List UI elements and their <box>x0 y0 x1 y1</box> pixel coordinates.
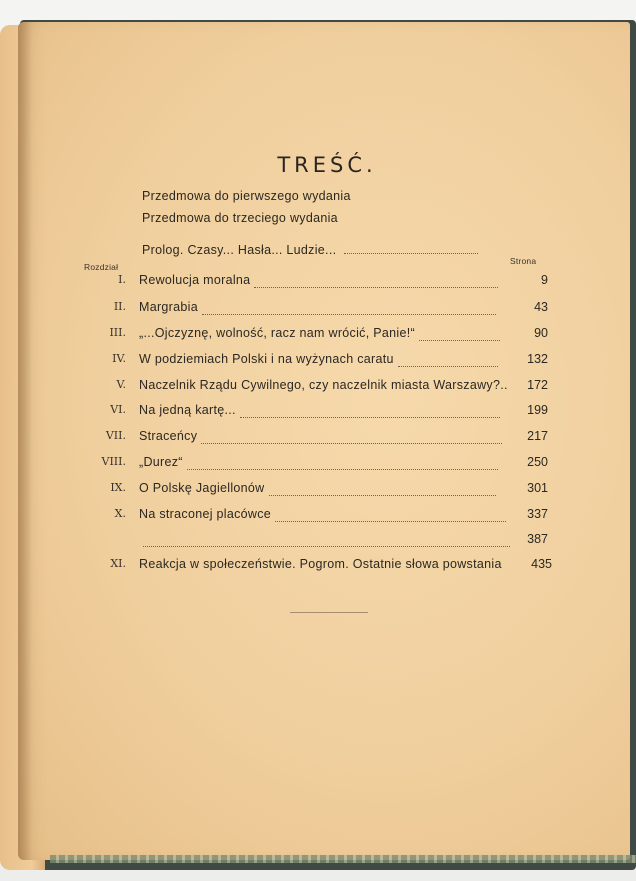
leader-dots <box>202 300 496 315</box>
leader-dots <box>398 352 498 367</box>
page-title: TREŚĆ. <box>277 153 377 177</box>
chapter-page-number: 132 <box>527 352 548 366</box>
chapter-title: W podziemiach Polski i na wyżynach caratu <box>139 352 394 366</box>
chapter-page-number: 43 <box>534 300 548 314</box>
toc-row <box>86 429 548 447</box>
chapter-title: Na jedną kartę... <box>139 403 236 417</box>
toc-row <box>86 532 548 550</box>
chapter-page-number: 199 <box>527 403 548 417</box>
chapter-page-number: 387 <box>527 532 548 546</box>
leader-dots <box>240 403 500 418</box>
chapter-page-number: 435 <box>531 557 552 571</box>
chapter-number: V. <box>116 378 126 391</box>
toc-row <box>86 455 548 473</box>
page-gutter-shadow <box>18 22 32 860</box>
chapter-number: X. <box>114 507 126 520</box>
chapter-title: Margrabia <box>139 300 198 314</box>
chapter-number: VI. <box>110 403 126 416</box>
preface-third-edition: Przedmowa do trzeciego wydania <box>142 211 338 225</box>
toc-row <box>86 352 548 370</box>
chapter-page-number: 337 <box>527 507 548 521</box>
toc-row <box>86 403 548 421</box>
chapter-column-label: Rozdział <box>84 262 119 272</box>
chapter-title: O Polskę Jagiellonów <box>139 481 265 495</box>
prolog-title: Prolog. Czasy... Hasła... Ludzie... <box>142 243 337 257</box>
closing-rule <box>290 612 368 613</box>
toc-row <box>86 326 548 344</box>
chapter-title: „...Ojczyznę, wolność, racz nam wrócić, Panie!“ <box>139 326 415 340</box>
chapter-title: Rewolucja moralna <box>139 273 251 287</box>
toc-row <box>86 273 548 291</box>
chapter-page-number: 172 <box>527 378 548 392</box>
chapter-number: III. <box>109 326 126 339</box>
cover-bottom-edge <box>50 855 636 863</box>
chapter-page-number: 250 <box>527 455 548 469</box>
page-column-label: Strona <box>510 256 537 266</box>
chapter-number: VII. <box>105 429 126 442</box>
leader-dots <box>275 507 506 522</box>
chapter-title: Na straconej placówce <box>139 507 272 521</box>
toc-row <box>86 300 548 318</box>
chapter-title: Reakcja w społeczeństwie. Pogrom. Ostatnie słowa powstania <box>139 557 502 571</box>
toc-row <box>86 378 548 396</box>
chapter-page-number: 217 <box>527 429 548 443</box>
prolog-entry <box>142 241 478 257</box>
chapter-page-number: 9 <box>541 273 548 287</box>
leader-dots <box>187 455 498 470</box>
chapter-page-number: 90 <box>534 326 548 340</box>
chapter-number: VIII. <box>101 455 126 468</box>
chapter-title: Straceńcy <box>139 429 198 443</box>
leader-dots <box>201 429 502 444</box>
chapter-number: I. <box>118 273 126 286</box>
leader-dots <box>269 481 496 496</box>
chapter-number: II. <box>113 300 126 313</box>
toc-row <box>86 507 548 525</box>
preface-first-edition: Przedmowa do pierwszego wydania <box>142 189 351 203</box>
chapter-number: IV. <box>112 352 126 365</box>
prolog-leader-dots <box>344 241 478 254</box>
leader-dots <box>254 273 498 288</box>
leader-dots <box>143 532 510 547</box>
chapter-number: IX. <box>110 481 126 494</box>
leader-dots <box>419 326 500 341</box>
chapter-page-number: 301 <box>527 481 548 495</box>
chapter-number: XI. <box>110 557 126 570</box>
chapter-title: Naczelnik Rządu Cywilnego, czy naczelnik miasta Warszawy?.. <box>139 378 508 392</box>
toc-row <box>86 557 552 575</box>
toc-row <box>86 481 548 499</box>
chapter-title: „Durez“ <box>139 455 183 469</box>
